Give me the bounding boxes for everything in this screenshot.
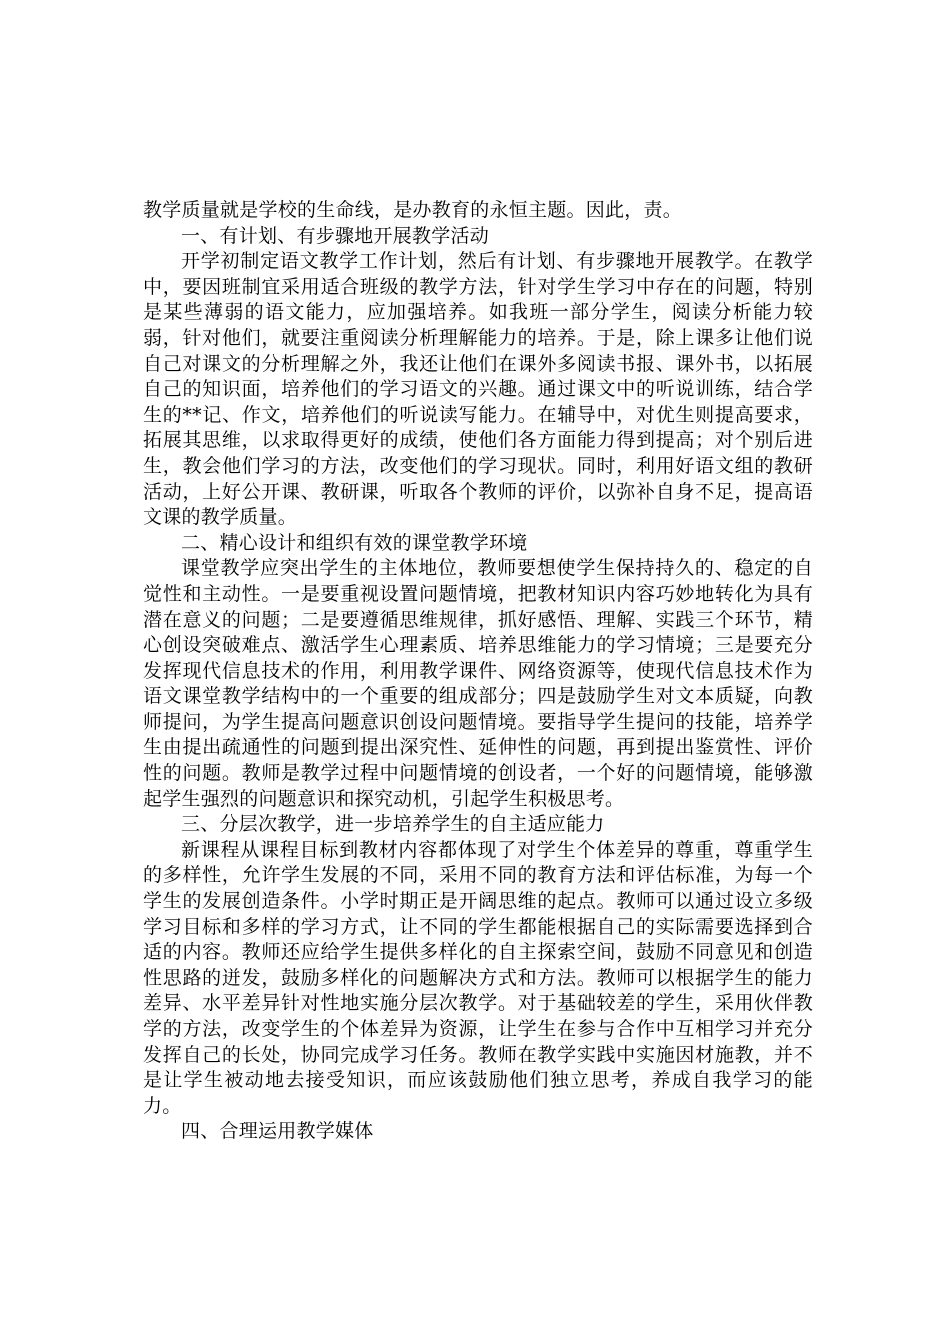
section-1-paragraph: 开学初制定语文教学工作计划，然后有计划、有步骤地开展教学。在教学中，要因班制宜采用适合班级的教学方法，针对学生学习中存在的问题，特别是某些薄弱的语文能力，应加强培养。如我班一部分学生，阅读分析能力较弱，针对他们，就要注重阅读分析理解能力的培养。于是，除上课多让他们说自己对课文的分析理解之外，我还让他们在课外多阅读书报、课外书，以拓展自己的知识面，培养他们的学习语文的兴趣。通过课文中的听说训练，结合学生的**记、作文，培养他们的听说读写能力。在辅导中，对优生则提高要求，拓展其思维，以求取得更好的成绩，使他们各方面能力得到提高；对个别后进生，教会他们学习的方法，改变他们的学习现状。同时，利用好语文组的教研活动，上好公开课、教研课，听取各个教师的评价，以弥补自身不足，提高语文课的教学质量。 bbox=[143, 250, 813, 529]
intro-paragraph: 教学质量就是学校的生命线，是办教育的永恒主题。因此，责。 bbox=[143, 199, 683, 221]
document-body bbox=[143, 198, 813, 1145]
section-4-heading: 四、合理运用教学媒体 bbox=[181, 1120, 374, 1143]
section-3-heading: 三、分层次教学，进一步培养学生的自主适应能力 bbox=[181, 813, 605, 836]
section-2-paragraph: 课堂教学应突出学生的主体地位，教师要想使学生保持持久的、稳定的自觉性和主动性。一是要重视设置问题情境，把教材知识内容巧妙地转化为具有潜在意义的问题；二是要遵循思维规律，抓好感悟、理解、实践三个环节，精心创设突破难点、激活学生心理素质、培养思维能力的学习情境；三是要充分发挥现代信息技术的作用，利用教学课件、网络资源等，使现代信息技术作为语文课堂教学结构中的一个重要的组成部分；四是鼓励学生对文本质疑，向教师提问，为学生提高问题意识创设问题情境。要指导学生提问的技能，培养学生由提出疏通性的问题到提出深究性、延伸性的问题，再到提出鉴赏性、评价性的问题。教师是教学过程中问题情境的创设者，一个好的问题情境，能够激起学生强烈的问题意识和探究动机，引起学生积极思考。 bbox=[143, 557, 813, 810]
section-3-paragraph: 新课程从课程目标到教材内容都体现了对学生个体差异的尊重，尊重学生的多样性，允许学生发展的不同，采用不同的教育方法和评估标准，为每一个学生的发展创造条件。小学时期正是开阔思维的起点。教师可以通过设立多级学习目标和多样的学习方式，让不同的学生都能根据自己的实际需要选择到合适的内容。教师还应给学生提供多样化的自主探索空间，鼓励不同意见和创造性思路的迸发，鼓励多样化的问题解决方式和方法。教师可以根据学生的能力差异、水平差异针对性地实施分层次教学。对于基础较差的学生，采用伙伴教学的方法，改变学生的个体差异为资源，让学生在参与合作中互相学习并充分发挥自己的长处，协同完成学习任务。教师在教学实践中实施因材施教，并不是让学生被动地去接受知识，而应该鼓励他们独立思考，养成自我学习的能力。 bbox=[143, 838, 813, 1117]
section-2-heading: 二、精心设计和组织有效的课堂教学环境 bbox=[181, 531, 528, 554]
section-1-heading: 一、有计划、有步骤地开展教学活动 bbox=[181, 224, 490, 247]
